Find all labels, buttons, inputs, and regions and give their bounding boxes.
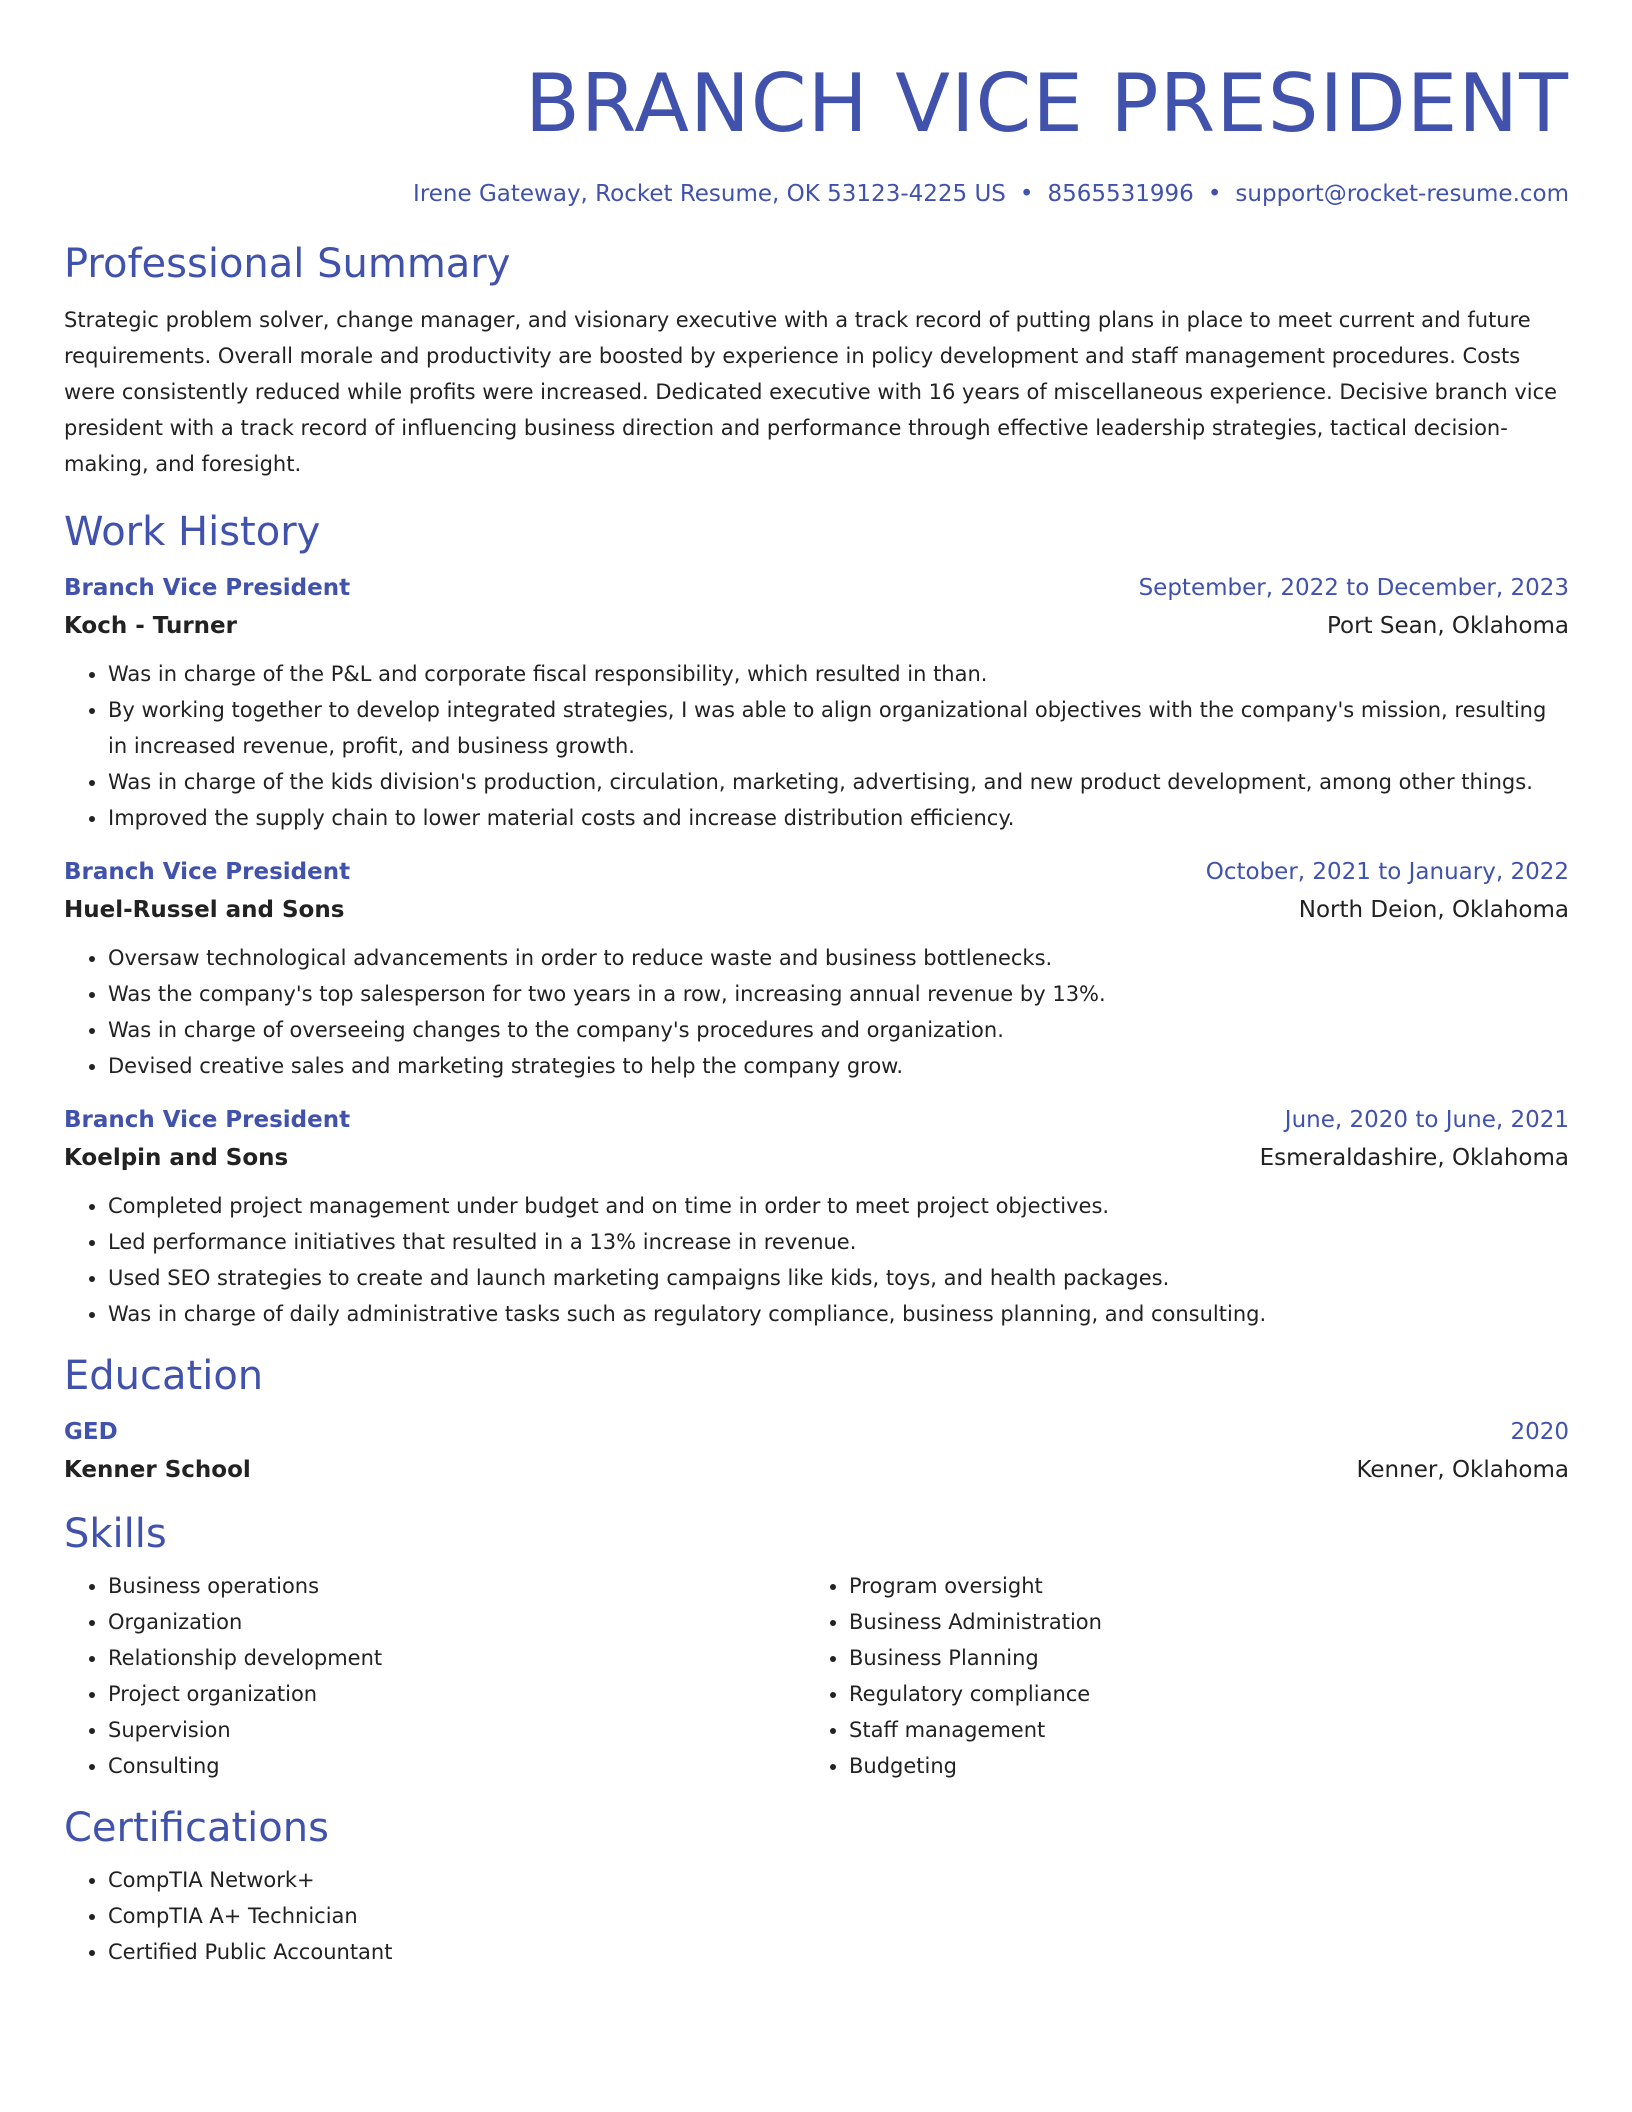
skill-item: • Organization xyxy=(108,1604,805,1640)
job-header-row xyxy=(64,1102,1569,1138)
skills-heading: Skills xyxy=(64,1511,167,1557)
job-bullet: • Was in charge of the kids division's production, circulation, marketing, advertising, and new product development, among other things. xyxy=(108,764,1569,800)
education-degree: GED xyxy=(64,1419,118,1445)
job-bullet: • Completed project management under budget and on time in order to meet project objectives. xyxy=(108,1188,1569,1224)
job-company-row xyxy=(64,1138,1569,1178)
skill-item: • Staff management xyxy=(849,1712,1565,1748)
skill-item: • Program oversight xyxy=(849,1568,1565,1604)
skill-item: • Business Planning xyxy=(849,1640,1565,1676)
job-bullet: • Was in charge of the P&L and corporate fiscal responsibility, which resulted in than. xyxy=(108,656,1569,692)
skill-item: • Project organization xyxy=(108,1676,805,1712)
education-school-row xyxy=(64,1450,1569,1490)
skill-item: • Consulting xyxy=(108,1748,805,1784)
skills-grid xyxy=(64,1568,1569,1784)
summary-text: Strategic problem solver, change manager, and visionary executive with a track record of putting plans in place to meet current and future requirements. Overall morale and productivity are boosted by experience in policy development and staff management procedures. Costs were consistently reduced while profits were increased. Dedicated executive with 16 years of miscellaneous experience. Decisive branch vice president with a track record of influencing business direction and performance through effective leadership strategies, tactical decision-making, and foresight. xyxy=(64,308,1558,476)
job-bullets xyxy=(64,656,1569,836)
certifications-heading: Certifications xyxy=(64,1805,329,1851)
education-heading: Education xyxy=(64,1353,264,1399)
resume-header xyxy=(64,0,1569,210)
job-location: North Deion, Oklahoma xyxy=(1298,897,1569,923)
job-title: Branch Vice President xyxy=(64,1107,351,1133)
skill-item: • Business Administration xyxy=(849,1604,1565,1640)
job-bullet: • By working together to develop integrated strategies, I was able to align organizational objectives with the company's mission, resulting in increased revenue, profit, and business growth. xyxy=(108,692,1569,764)
job-bullet: • Was in charge of overseeing changes to the company's procedures and organization. xyxy=(108,1012,1569,1048)
job-dates: October, 2021 to January, 2022 xyxy=(1205,859,1569,885)
certifications-section xyxy=(64,1802,1569,1970)
education-section xyxy=(64,1350,1569,1490)
job-company-row xyxy=(64,890,1569,930)
contact-line xyxy=(64,178,1569,210)
job-header-row xyxy=(64,854,1569,890)
skill-item: • Supervision xyxy=(108,1712,805,1748)
contact-email[interactable]: support@rocket-resume.com xyxy=(1235,181,1569,207)
skill-item: • Relationship development xyxy=(108,1640,805,1676)
job-company: Koelpin and Sons xyxy=(64,1145,289,1171)
job-bullet: • Led performance initiatives that resulted in a 13% increase in revenue. xyxy=(108,1224,1569,1260)
certifications-list xyxy=(64,1862,1569,1970)
summary-heading: Professional Summary xyxy=(64,241,511,287)
job-bullet: • Improved the supply chain to lower material costs and increase distribution efficiency. xyxy=(108,800,1569,836)
summary-section xyxy=(64,238,1569,482)
work-history-section xyxy=(64,506,1569,1332)
contact-separator: • xyxy=(1207,181,1222,207)
job-bullet: • Used SEO strategies to create and launch marketing campaigns like kids, toys, and health packages. xyxy=(108,1260,1569,1296)
job-header-row xyxy=(64,570,1569,606)
certification-item: • CompTIA Network+ xyxy=(108,1862,1569,1898)
contact-address: Irene Gateway, Rocket Resume, OK 53123-4225 US xyxy=(413,181,1006,207)
job-dates: June, 2020 to June, 2021 xyxy=(1284,1107,1569,1133)
skill-item: • Business operations xyxy=(108,1568,805,1604)
education-entry xyxy=(64,1414,1569,1490)
job-entry xyxy=(64,570,1569,836)
skills-column-right xyxy=(805,1568,1565,1784)
job-title: Branch Vice President xyxy=(64,859,351,885)
education-header-row xyxy=(64,1414,1569,1450)
resume-title: BRANCH VICE PRESIDENT xyxy=(524,57,1569,150)
job-company-row xyxy=(64,606,1569,646)
certification-item: • Certified Public Accountant xyxy=(108,1934,1569,1970)
education-year: 2020 xyxy=(1510,1419,1569,1445)
job-bullet: • Was the company's top salesperson for two years in a row, increasing annual revenue by 13%. xyxy=(108,976,1569,1012)
job-entry xyxy=(64,854,1569,1084)
skills-section xyxy=(64,1508,1569,1784)
skill-item: • Budgeting xyxy=(849,1748,1565,1784)
contact-separator: • xyxy=(1019,181,1034,207)
job-bullet: • Oversaw technological advancements in order to reduce waste and business bottlenecks. xyxy=(108,940,1569,976)
job-bullet: • Was in charge of daily administrative tasks such as regulatory compliance, business planning, and consulting. xyxy=(108,1296,1569,1332)
job-company: Huel-Russel and Sons xyxy=(64,897,345,923)
certification-item: • CompTIA A+ Technician xyxy=(108,1898,1569,1934)
job-location: Port Sean, Oklahoma xyxy=(1326,613,1569,639)
job-location: Esmeraldashire, Oklahoma xyxy=(1259,1145,1569,1171)
job-bullets xyxy=(64,1188,1569,1332)
job-company: Koch - Turner xyxy=(64,613,237,639)
job-title: Branch Vice President xyxy=(64,575,351,601)
job-entry xyxy=(64,1102,1569,1332)
contact-phone[interactable]: 8565531996 xyxy=(1047,181,1194,207)
work-history-heading: Work History xyxy=(64,509,321,555)
job-bullet: • Devised creative sales and marketing strategies to help the company grow. xyxy=(108,1048,1569,1084)
job-bullets xyxy=(64,940,1569,1084)
education-school: Kenner School xyxy=(64,1457,251,1483)
skills-column-left xyxy=(64,1568,805,1784)
education-location: Kenner, Oklahoma xyxy=(1356,1457,1569,1483)
skill-item: • Regulatory compliance xyxy=(849,1676,1565,1712)
job-dates: September, 2022 to December, 2023 xyxy=(1138,575,1569,601)
